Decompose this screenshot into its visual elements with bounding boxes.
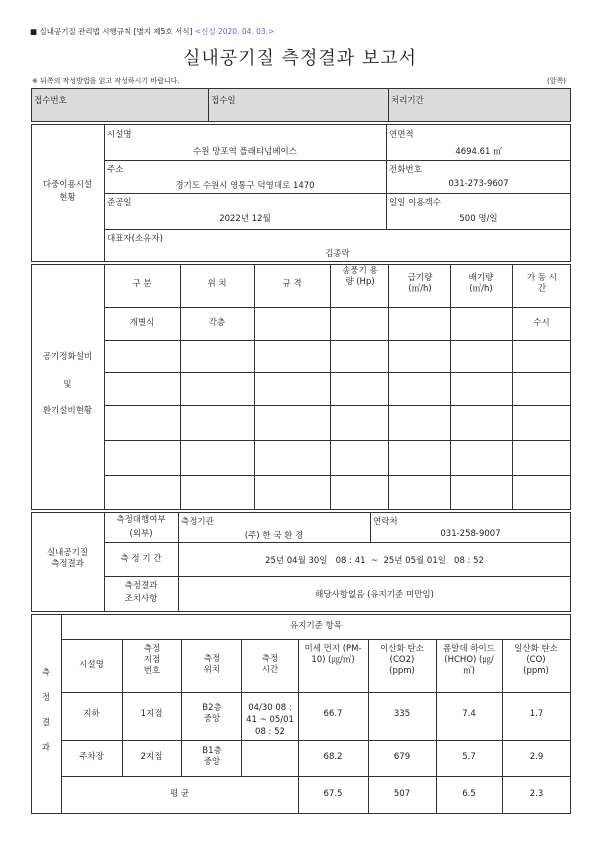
row1-point: 1지점 (140, 709, 163, 719)
visitors-value: 500 명/일 (459, 214, 498, 224)
measurement-time: 04/30 08 : 41 ~ 05/01 08 : 52 (246, 703, 294, 737)
equip-header-location: 위 치 (207, 279, 227, 289)
row2-location: B1층 중앙 (202, 746, 222, 767)
row1-co: 1.7 (529, 709, 544, 719)
regulation-header (30, 26, 274, 37)
row1-location: B2층 중앙 (202, 703, 222, 724)
period-value: 25년 04월 30일 08 : 41 ~ 25년 05월 01일 08 : 52 (265, 556, 484, 566)
completion-label: 준공일 (107, 198, 132, 208)
results-header-pm10: 미세 먼지 (PM-10) (㎍/㎥) (304, 644, 362, 665)
page-side: (앞쪽) (547, 77, 566, 85)
measurement-section-label: 실내공기질 측정결과 (46, 548, 89, 569)
contact-value: 031-258-9007 (440, 529, 501, 539)
row1-pm10: 66.7 (323, 709, 343, 719)
processing-period-label: 처리기간 (391, 96, 424, 106)
area-value: 4694.61 ㎡ (455, 147, 502, 157)
page-title: 실내공기질 측정결과 보고서 (182, 48, 418, 69)
contact-label: 연락처 (373, 517, 398, 527)
equip-type-value: 개별식 (129, 318, 155, 328)
instruction-note: ※ 뒤쪽의 작성방법을 읽고 작성하시기 바랍니다. (32, 77, 180, 85)
row2-co: 2.9 (529, 752, 544, 762)
average-co: 2.3 (529, 789, 544, 799)
revision-text: <신설 2020. 04. 03.> (194, 27, 275, 36)
receipt-number-label: 접수번호 (34, 96, 67, 106)
phone-label: 전화번호 (389, 165, 422, 175)
equip-header-runtime: 가 동 시 간 (526, 273, 558, 294)
area-label: 연면적 (389, 130, 414, 140)
visitors-label: 일일 이용객수 (389, 198, 441, 208)
receipt-row (31, 88, 571, 122)
agency-label: 측정대행여부 (외부) (116, 515, 166, 539)
row2-pm10: 68.2 (323, 752, 343, 762)
period-label: 측 정 기 간 (120, 554, 162, 564)
average-hcho: 6.5 (462, 789, 476, 799)
completion-value: 2022년 12월 (219, 214, 271, 224)
facility-section-label: 다중이용시설 현황 (42, 180, 93, 203)
row2-facility: 주차장 (79, 752, 104, 762)
address-label: 주소 (107, 165, 124, 175)
row1-hcho: 7.4 (462, 709, 476, 719)
equip-header-blower: 송풍기 용 량 (Hp) (342, 266, 378, 287)
results-group-header: 유지기준 항목 (290, 621, 342, 631)
results-header-facility: 시설명 (79, 660, 104, 670)
row1-facility: 지하 (83, 709, 100, 719)
results-header-location: 측정 위치 (203, 654, 221, 675)
results-header-time: 측정 시간 (261, 654, 279, 675)
equipment-section (31, 264, 571, 510)
representative-label: 대표자(소유자) (107, 234, 163, 244)
average-label: 평 균 (169, 789, 190, 799)
results-header-co: 일산화 탄소 (CO) (ppm) (514, 644, 558, 676)
representative-value: 김종락 (325, 249, 350, 259)
row2-co2: 679 (393, 752, 411, 762)
results-section-label: 측 정 결 과 (41, 668, 51, 753)
row1-co2: 335 (393, 709, 411, 719)
equip-header-type: 구 분 (132, 279, 152, 289)
equip-runtime-value: 수시 (533, 318, 550, 328)
org-label: 측정기관 (181, 517, 214, 527)
average-co2: 507 (393, 789, 411, 799)
address-value: 경기도 수원시 영통구 덕영대로 1470 (175, 181, 315, 191)
facility-name-label: 시설명 (107, 130, 132, 140)
phone-value: 031-273-9607 (448, 179, 509, 189)
row2-point: 2지점 (140, 752, 163, 762)
receipt-date-label: 접수일 (211, 96, 236, 106)
equip-header-spec: 규 격 (282, 279, 302, 289)
org-value: (주) 한 국 환 경 (244, 531, 304, 541)
results-header-hcho: 폼알데 하이드 (HCHO) (㎍/㎥) (443, 644, 495, 676)
equipment-section-label: 공기정화설비 및 환기설비현황 (42, 352, 93, 416)
action-label: 측정결과 조치사항 (124, 581, 158, 604)
results-header-co2: 이산화 탄소 (CO2) (ppm) (380, 644, 424, 676)
action-value: 해당사항없음 (유지기준 미만임) (315, 590, 434, 600)
equip-header-supply: 급기량 (㎥/h) (407, 273, 433, 294)
row2-hcho: 5.7 (462, 752, 476, 762)
regulation-text: ■ 실내공기질 관리법 시행규칙 [별지 제5호 서식] (30, 27, 193, 36)
average-pm10: 67.5 (323, 789, 343, 799)
equip-header-exhaust: 배기량 (㎥/h) (468, 273, 494, 294)
facility-name: 수원 망포역 플래티넘베이스 (193, 147, 297, 157)
results-header-point: 측정 지점 번호 (143, 644, 161, 676)
equip-location-value: 각층 (208, 318, 226, 328)
